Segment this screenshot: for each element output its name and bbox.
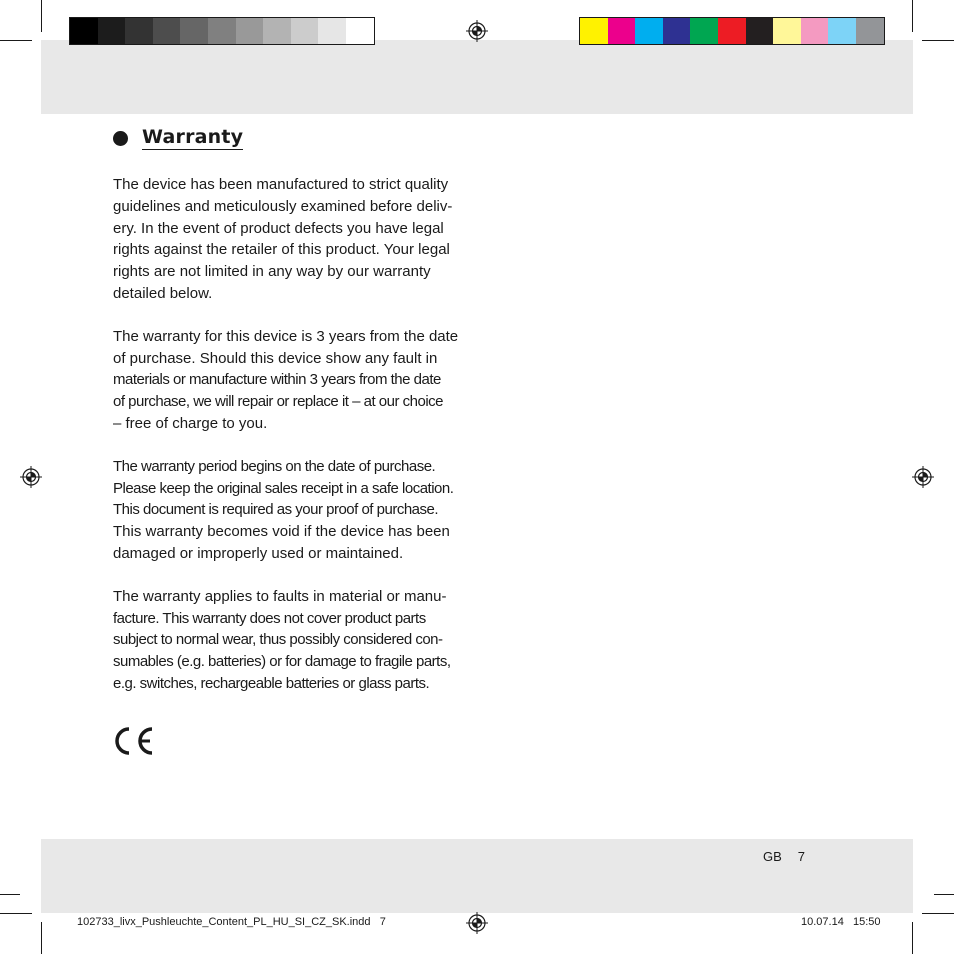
color-swatch (98, 18, 126, 44)
language-code: GB (763, 849, 782, 864)
paragraph (113, 174, 463, 305)
color-swatch (856, 18, 884, 44)
text-line: guidelines and meticulously examined before deliv- (113, 197, 453, 215)
text-line: The device has been manufactured to strict quality (113, 176, 449, 193)
crop-mark (41, 922, 42, 954)
top-print-band (41, 40, 913, 114)
color-swatch (773, 18, 801, 44)
process-color-bar (579, 17, 885, 45)
crop-mark (0, 40, 32, 41)
text-line: This warranty becomes void if the device has been (113, 523, 450, 541)
color-swatch (580, 18, 608, 44)
text-line: subject to normal wear, thus possibly considered con- (113, 631, 443, 649)
text-line: rights are not limited in any way by our warranty (113, 263, 431, 281)
color-swatch (70, 18, 98, 44)
text-line: ery. In the event of product defects you have legal (113, 219, 444, 237)
color-swatch (828, 18, 856, 44)
color-swatch (801, 18, 829, 44)
color-swatch (263, 18, 291, 44)
text-line: of purchase, we will repair or replace it – at our choice (113, 393, 444, 411)
color-swatch (635, 18, 663, 44)
crop-mark (912, 0, 913, 32)
warranty-body (113, 174, 463, 716)
registration-mark-icon (912, 466, 934, 488)
color-swatch (718, 18, 746, 44)
text-line: detailed below. (113, 284, 213, 302)
paragraph (113, 456, 463, 565)
crop-mark (41, 0, 42, 32)
grayscale-color-bar (69, 17, 375, 45)
text-line: materials or manufacture within 3 years from the date (113, 371, 441, 389)
color-swatch (346, 18, 374, 44)
color-swatch (291, 18, 319, 44)
text-line: The warranty applies to faults in material or manu- (113, 587, 447, 605)
crop-mark (0, 913, 32, 914)
section-heading-row (113, 126, 243, 150)
crop-mark (912, 922, 913, 954)
color-swatch (125, 18, 153, 44)
text-line: sumables (e.g. batteries) or for damage to fragile parts, (113, 653, 451, 671)
ce-mark-icon (112, 726, 156, 756)
crop-mark (922, 40, 954, 41)
crop-mark (934, 894, 954, 895)
text-line: facture. This warranty does not cover product parts (113, 609, 426, 627)
text-line: The warranty for this device is 3 years from the date (113, 327, 459, 345)
text-line: The warranty period begins on the date of purchase. (113, 457, 436, 475)
color-swatch (663, 18, 691, 44)
page-number: 7 (797, 849, 806, 864)
section-heading: Warranty (142, 126, 244, 148)
text-line: Please keep the original sales receipt in a safe location. (113, 479, 454, 497)
crop-mark (922, 913, 954, 914)
color-swatch (236, 18, 264, 44)
color-swatch (208, 18, 236, 44)
text-line: of purchase. Should this device show any fault in (113, 349, 438, 367)
slug-datetime: 10.07.14 15:50 (801, 916, 881, 928)
color-swatch (180, 18, 208, 44)
registration-mark-icon (466, 912, 488, 934)
paragraph (113, 586, 463, 695)
paragraph (113, 326, 463, 435)
page-footer (763, 849, 821, 864)
text-line: damaged or improperly used or maintained. (113, 544, 404, 562)
heading-bullet (113, 131, 128, 146)
text-line: This document is required as your proof of purchase. (113, 501, 439, 519)
registration-mark-icon (20, 466, 42, 488)
slug-filename: 102733_livx_Pushleuchte_Content_PL_HU_SI_CZ_SK.indd 7 (77, 916, 386, 928)
color-swatch (746, 18, 774, 44)
text-line: – free of charge to you. (113, 414, 268, 432)
text-line: e.g. switches, rechargeable batteries or glass parts. (113, 674, 430, 692)
color-swatch (318, 18, 346, 44)
crop-mark (0, 894, 20, 895)
registration-mark-icon (466, 20, 488, 42)
text-line: rights against the retailer of this product. Your legal (113, 241, 450, 259)
color-swatch (690, 18, 718, 44)
color-swatch (153, 18, 181, 44)
color-swatch (608, 18, 636, 44)
